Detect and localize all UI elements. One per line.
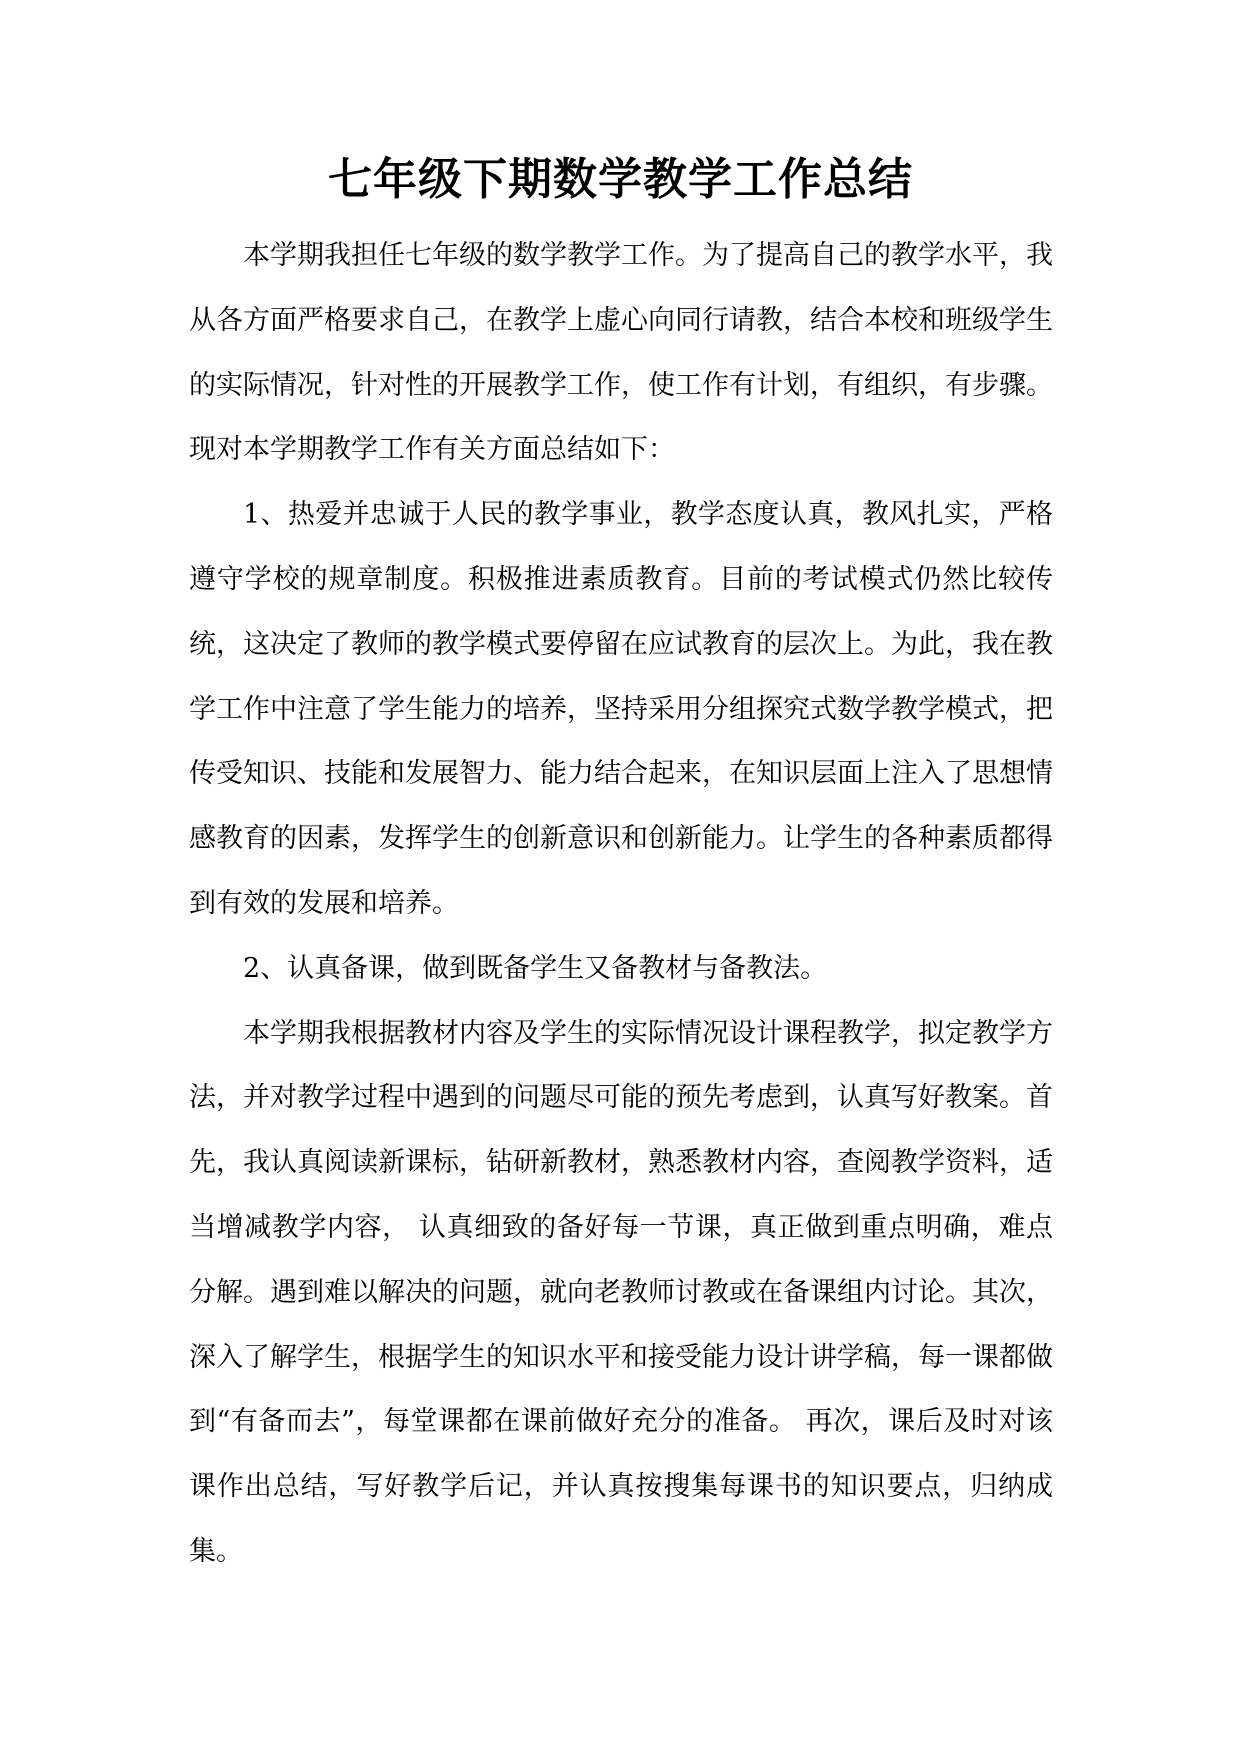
paragraph-intro: 本学期我担任七年级的数学教学工作。为了提高自己的教学水平，我从各方面严格要求自己，在教学上虚心向同行请教，结合本校和班级学生的实际情况，针对性的开展教学工作，使工作有计划，有组织，有步骤。现对本学期教学工作有关方面总结如下：	[189, 240, 1053, 466]
paragraph-point-1: 1、热爱并忠诚于人民的教学事业，教学态度认真，教风扎实，严格遵守学校的规章制度。积极推进素质教育。目前的考试模式仍然比较传统，这决定了教师的教学模式要停留在应试教育的层次上。为此，我在教学工作中注意了学生能力的培养，坚持采用分组探究式数学教学模式，把传受知识、技能和发展智力、能力结合起来，在知识层面上注入了思想情感教育的因素，发挥学生的创新意识和创新能力。让学生的各种素质都得到有效的发展和培养。	[189, 499, 1053, 919]
paragraph-lesson-prep: 本学期我根据教材内容及学生的实际情况设计课程教学，拟定教学方法，并对教学过程中遇到的问题尽可能的预先考虑到，认真写好教案。首先，我认真阅读新课标，钻研新教材，熟悉教材内容，查阅教学资料，适当增减教学内容， 认真细致的备好每一节课，真正做到重点明确，难点分解。遇到难以解决的问题，就向老教师讨教或在备课组内讨论。其次，深入了解学生，根据学生的知识水平和接受能力设计讲学稿，每一课都做到“有备而去”，每堂课都在课前做好充分的准备。 再次，课后及时对该课作出总结，写好教学后记，并认真按搜集每课书的知识要点，归纳成集。	[189, 1017, 1053, 1567]
document-title: 七年级下期数学教学工作总结	[328, 154, 913, 205]
paragraph-point-2: 2、认真备课，做到既备学生又备教材与备教法。	[243, 952, 828, 984]
document-body	[189, 224, 1053, 1585]
